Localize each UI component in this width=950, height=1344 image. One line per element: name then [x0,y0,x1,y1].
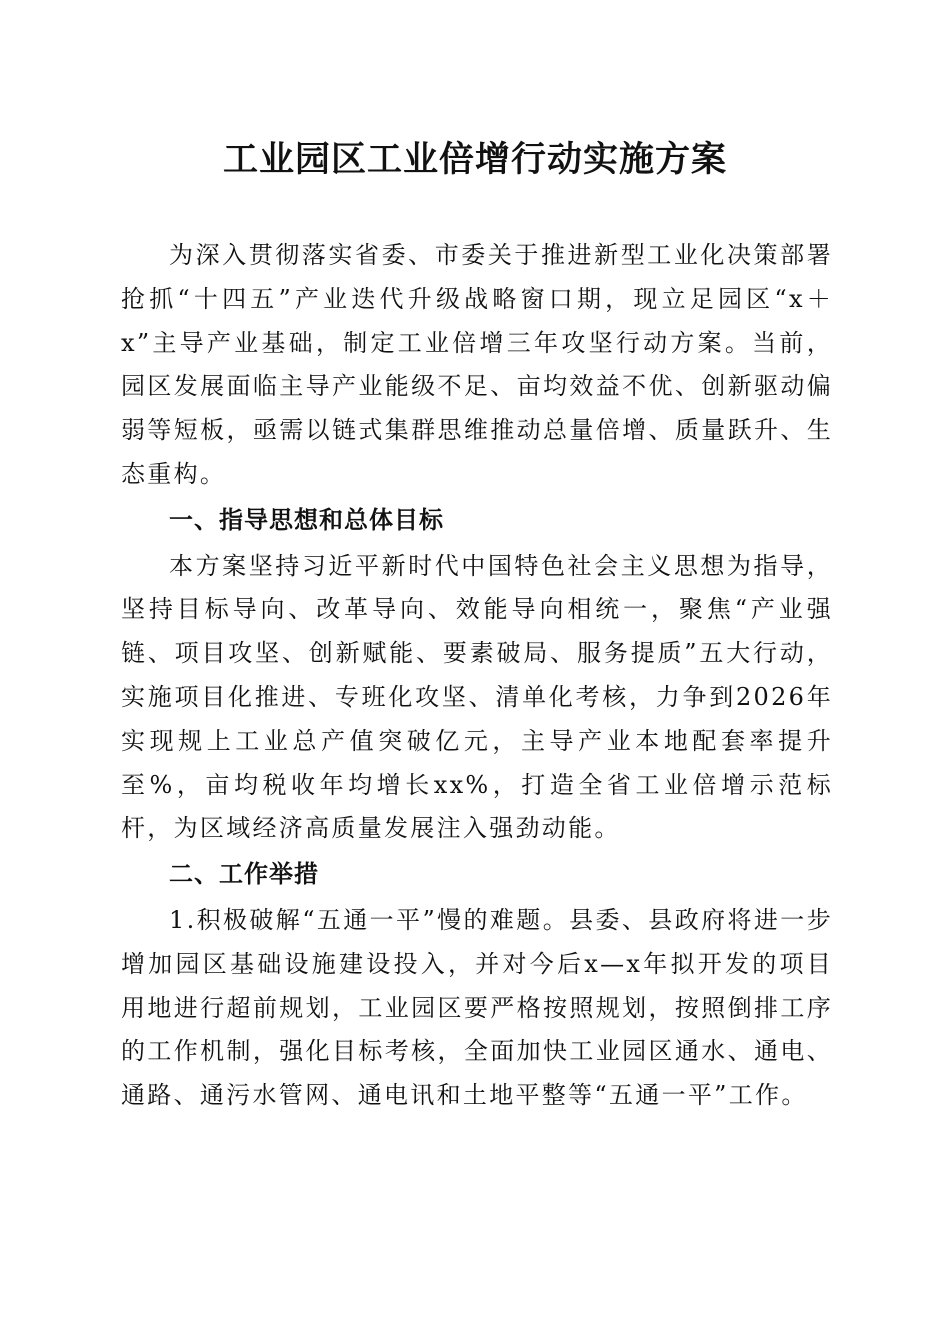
intro-paragraph: 为深入贯彻落实省委、市委关于推进新型工业化决策部署抢抓“十四五”产业迭代升级战略窗口期，现立足园区“x＋x”主导产业基础，制定工业倍增三年攻坚行动方案。当前，园区发展面临主导产业能级不足、亩均效益不优、创新驱动偏弱等短板，亟需以链式集群思维推动总量倍增、质量跃升、生态重构。 [121,241,833,488]
section-paragraph-work-measures: 1.积极破解“五通一平”慢的难题。县委、县政府将进一步增加园区基础设施建设投入，并对今后x—x年拟开发的项目用地进行超前规划，工业园区要严格按照规划，按照倒排工序的工作机制，强化目标考核，全面加快工业园区通水、通电、通路、通污水管网、通电讯和土地平整等“五通一平”工作。 [121,905,833,1110]
section-paragraph-guiding-ideology: 本方案坚持习近平新时代中国特色社会主义思想为指导，坚持目标导向、改革导向、效能导向相统一，聚焦“产业强链、项目攻坚、创新赋能、要素破局、服务提质”五大行动，实施项目化推进、专班化攻坚、清单化考核，力争到2026年实现规上工业总产值突破亿元，主导产业本地配套率提升至%，亩均税收年均增长xx%，打造全省工业倍增示范标杆，为区域经济高质量发展注入强劲动能。 [121,551,833,843]
section-heading-guiding-ideology: 一、指导思想和总体目标 [169,505,444,534]
document-title: 工业园区工业倍增行动实施方案 [222,139,727,180]
document-body [121,234,833,1118]
section-heading-work-measures: 二、工作举措 [169,860,319,889]
